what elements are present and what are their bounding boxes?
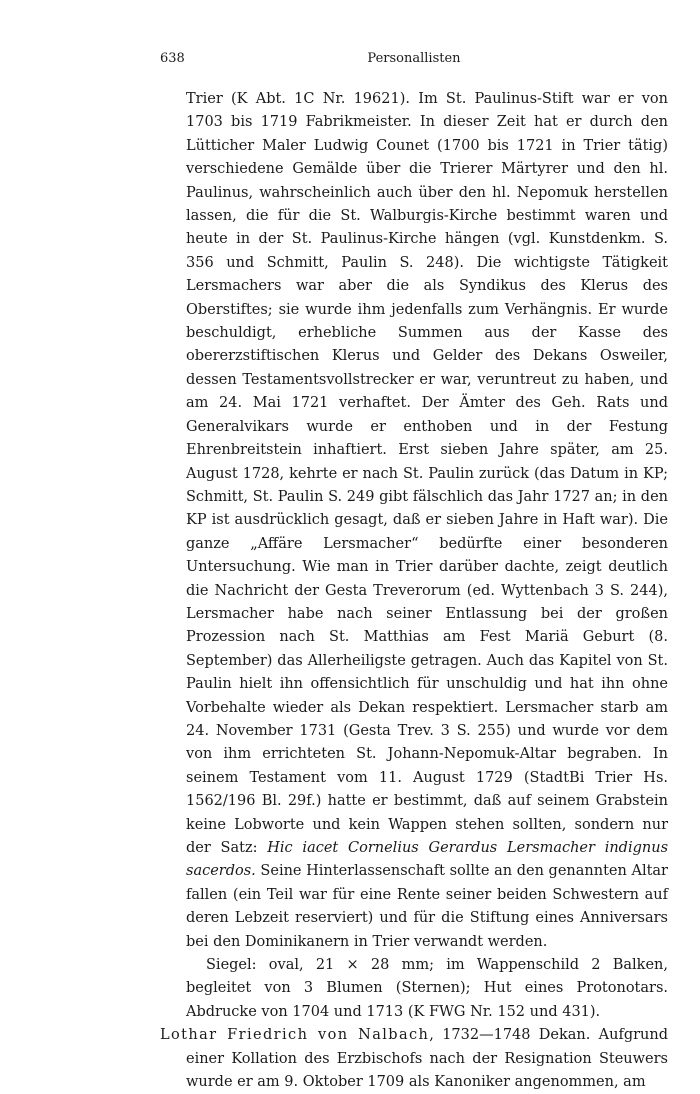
entry-continuation-paragraph [160, 88, 668, 954]
epitaph-quote: Hic iacet Cornelius Gerardus Lersmacher indignus sacerdos. [186, 840, 669, 880]
entry-text: , 1732—1748 Dekan. Aufgrund einer Kollation des Erzbischofs nach der Resignation Steuwers wurde er am 9. Oktober 1709 als Kanoniker angenommen, am [186, 1027, 668, 1091]
running-head: Personallisten [367, 51, 461, 66]
body-text [160, 88, 668, 1094]
page-number: 638 [160, 51, 185, 66]
page-header [160, 51, 668, 71]
continuation-text-part2: Seine Hinterlassenschaft sollte an den genannten Altar fallen (ein Teil war für eine Rente seiner beiden Schwestern auf deren Lebzeit reserviert) und für die Stiftung eines Anniversars bei den Dominikanern in Trier verwandt werden. [186, 863, 668, 950]
next-entry-paragraph [160, 1024, 668, 1094]
seal-paragraph: Siegel: oval, 21 × 28 mm; im Wappenschild 2 Balken, begleitet von 3 Blumen (Sternen); Hut eines Protonotars. Abdrucke von 1704 und 1713 (K FWG Nr. 152 und 431). [186, 957, 668, 1020]
continuation-text-part1: Trier (K Abt. 1C Nr. 19621). Im St. Paulinus-Stift war er von 1703 bis 1719 Fabrikmeister. In dieser Zeit hat er durch den Lütticher Maler Ludwig Counet (1700 bis 1721 in Trier tätig) verschiedene Gemälde über die Trierer Märtyrer und den hl. Paulinus, wahrscheinlich auch über den hl. Nepomuk herstellen lassen, die für die St. Walburgis-Kirche bestimmt waren und heute in der St. Paulinus-Kirche hängen (vgl. Kunstdenkm. S. 356 und Schmitt, Paulin S. 248). Die wichtigste Tätigkeit Lersmachers war aber die als Syndikus des Klerus des Oberstiftes; sie wurde ihm jedenfalls zum Verhängnis. Er wurde beschuldigt, erhebliche Summen aus der Kasse des obererzstiftischen Klerus und Gelder des Dekans Osweiler, dessen Testamentsvollstrecker er war, veruntreut zu haben, und am 24. Mai 1721 verhaftet. Der Ämter des Geh. Rats und Generalvikars wurde er enthoben und in der Festung Ehrenbreitstein inhaftiert. Erst sieben Jahre später, am 25. August 1728, kehrte er nach St. Paulin zurück (das Datum in KP; Schmitt, St. Paulin S. 249 gibt fälschlich das Jahr 1727 an; in den KP ist ausdrücklich gesagt, daß er sieben Jahre in Haft war). Die ganze „Affäre Lersmacher“ bedürfte einer besonderen Untersuchung. Wie man in Trier darüber dachte, zeigt deutlich die Nachricht der Gesta Treverorum (ed. Wyttenbach 3 S. 244), Lersmacher habe nach seiner Entlassung bei der großen Prozession nach St. Matthias am Fest Mariä Geburt (8. September) das Allerheiligste getragen. Auch das Kapitel von St. Paulin hielt ihn offensichtlich für unschuldig und hat ihn ohne Vorbehalte wieder als Dekan respektiert. Lersmacher starb am 24. November 1731 (Gesta Trev. 3 S. 255) und wurde vor dem von ihm errichteten St. Johann-Nepomuk-Altar begraben. In seinem Testament vom 11. August 1729 (StadtBi Trier Hs. 1562/196 Bl. 29f.) hatte er bestimmt, daß auf seinem Grabstein keine Lobworte und kein Wappen stehen sollten, sondern nur der Satz: [186, 91, 668, 856]
entry-name: Lothar Friedrich von Nalbach [160, 1027, 430, 1044]
